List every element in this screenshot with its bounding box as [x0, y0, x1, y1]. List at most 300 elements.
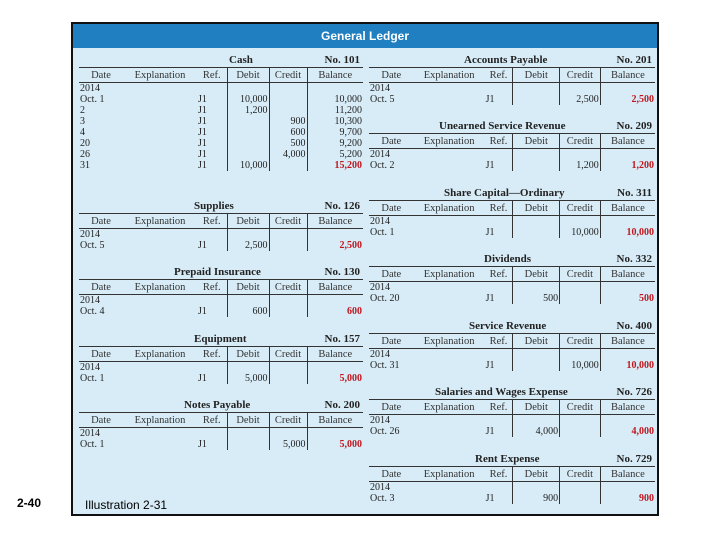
- cell-ref: J1: [485, 493, 495, 504]
- cell-date: 2014: [370, 482, 390, 493]
- cell-credit: [560, 493, 601, 504]
- cell-credit: [269, 160, 307, 171]
- cell-debit: 10,000: [227, 94, 269, 105]
- table-row: [79, 306, 363, 317]
- account-name: Salaries and Wages Expense: [435, 386, 568, 398]
- ledger-table: [369, 200, 655, 238]
- column-header-balance: Balance: [600, 134, 655, 149]
- column-header-date: Date: [79, 280, 123, 295]
- account-name: Rent Expense: [475, 453, 540, 465]
- column-header-balance: Balance: [307, 280, 363, 295]
- account-name: Dividends: [484, 253, 532, 265]
- column-header-balance: Balance: [600, 68, 655, 83]
- cell-debit: [513, 349, 560, 361]
- column-header-explanation: Explanation: [123, 413, 197, 428]
- ledger-account-rent-expense: [369, 453, 655, 504]
- cell-credit: 2,500: [560, 94, 601, 105]
- cell-credit: 5,000: [269, 439, 307, 450]
- account-number: No. 201: [616, 54, 652, 66]
- table-row: [79, 160, 363, 171]
- cell-debit: 2,500: [227, 240, 269, 251]
- table-row: [369, 493, 655, 504]
- table-row: [369, 160, 655, 171]
- table-row: [79, 295, 363, 307]
- column-header-date: Date: [79, 413, 123, 428]
- ledger-account-accounts-payable: [369, 54, 655, 105]
- cell-date: Oct. 1: [80, 94, 105, 105]
- column-header-balance: Balance: [307, 68, 363, 83]
- cell-debit: [513, 282, 560, 294]
- column-header-ref: Ref.: [485, 267, 513, 282]
- cell-explanation: [123, 306, 197, 317]
- column-header-credit: Credit: [560, 400, 601, 415]
- cell-ref: [485, 83, 513, 95]
- column-header-ref: Ref.: [197, 413, 227, 428]
- cell-debit: 4,000: [513, 426, 560, 437]
- column-header-explanation: Explanation: [414, 467, 485, 482]
- cell-debit: 5,000: [227, 373, 269, 384]
- cell-ref: [197, 362, 227, 374]
- cell-date: Oct. 1: [80, 439, 105, 450]
- account-number: No. 209: [616, 120, 652, 132]
- column-header-explanation: Explanation: [123, 68, 197, 83]
- cell-explanation: [123, 138, 197, 149]
- general-ledger-panel: [71, 22, 659, 516]
- cell-ref: J1: [198, 160, 207, 171]
- column-header-credit: Credit: [560, 201, 601, 216]
- cell-explanation: [414, 83, 485, 95]
- cell-explanation: [123, 149, 197, 160]
- cell-debit: [227, 439, 269, 450]
- cell-ref: [485, 216, 513, 228]
- ledger-header-row: [369, 334, 655, 349]
- cell-balance: [307, 229, 363, 241]
- ledger-header-row: [79, 347, 363, 362]
- cell-explanation: [123, 83, 197, 95]
- cell-credit: 900: [269, 116, 307, 127]
- cell-explanation: [123, 439, 197, 450]
- column-header-date: Date: [369, 400, 414, 415]
- cell-ref: J1: [485, 94, 495, 105]
- cell-credit: 10,000: [560, 360, 601, 371]
- table-row: [369, 482, 655, 494]
- column-header-debit: Debit: [513, 267, 560, 282]
- cell-credit: [560, 149, 601, 161]
- column-header-date: Date: [79, 68, 123, 83]
- cell-explanation: [123, 116, 197, 127]
- cell-balance: 10,000: [600, 360, 655, 371]
- column-header-ref: Ref.: [197, 68, 227, 83]
- ledger-header-row: [79, 68, 363, 83]
- ledger-table: [369, 133, 655, 171]
- column-header-ref: Ref.: [485, 334, 513, 349]
- cell-date: Oct. 1: [80, 373, 105, 384]
- column-header-explanation: Explanation: [123, 280, 197, 295]
- cell-debit: [513, 415, 560, 427]
- cell-balance: [307, 428, 363, 440]
- table-row: [369, 426, 655, 437]
- cell-credit: 1,200: [560, 160, 601, 171]
- cell-ref: [485, 282, 513, 294]
- cell-ref: J1: [485, 227, 495, 238]
- cell-ref: J1: [198, 94, 207, 105]
- cell-explanation: [123, 295, 197, 307]
- account-number: No. 311: [617, 187, 652, 199]
- cell-ref: J1: [198, 138, 207, 149]
- ledger-account-share-capital-ordinary: [369, 187, 655, 238]
- column-header-credit: Credit: [560, 467, 601, 482]
- account-name: Prepaid Insurance: [174, 266, 261, 278]
- column-header-ref: Ref.: [485, 201, 513, 216]
- cell-explanation: [414, 482, 485, 494]
- cell-ref: J1: [485, 360, 495, 371]
- ledger-header-row: [369, 134, 655, 149]
- account-name: Share Capital—Ordinary: [444, 187, 565, 199]
- cell-explanation: [414, 282, 485, 294]
- cell-balance: 9,700: [307, 127, 363, 138]
- cell-credit: 10,000: [560, 227, 601, 238]
- cell-balance: 2,500: [307, 240, 363, 251]
- column-header-credit: Credit: [269, 280, 307, 295]
- cell-credit: [269, 428, 307, 440]
- cell-balance: 5,200: [307, 149, 363, 160]
- table-row: [79, 83, 363, 95]
- column-header-ref: Ref.: [197, 347, 227, 362]
- cell-explanation: [123, 94, 197, 105]
- column-header-balance: Balance: [307, 347, 363, 362]
- ledger-table: [369, 266, 655, 304]
- cell-balance: [307, 295, 363, 307]
- cell-debit: [513, 149, 560, 161]
- cell-date: 20: [80, 138, 90, 149]
- cell-ref: J1: [198, 306, 207, 317]
- table-row: [79, 127, 363, 138]
- cell-explanation: [123, 160, 197, 171]
- table-row: [369, 83, 655, 95]
- ledger-account-prepaid-insurance: [79, 266, 363, 317]
- cell-balance: [307, 83, 363, 95]
- cell-date: 2014: [370, 149, 390, 160]
- cell-ref: [485, 482, 513, 494]
- cell-date: 31: [80, 160, 90, 171]
- column-header-ref: Ref.: [485, 68, 513, 83]
- column-header-debit: Debit: [227, 347, 269, 362]
- account-number: No. 126: [324, 200, 360, 212]
- cell-explanation: [123, 362, 197, 374]
- cell-explanation: [414, 160, 485, 171]
- table-row: [369, 149, 655, 161]
- cell-debit: [227, 149, 269, 160]
- cell-balance: 2,500: [600, 94, 655, 105]
- column-header-credit: Credit: [269, 68, 307, 83]
- cell-credit: 600: [269, 127, 307, 138]
- cell-date: 2014: [370, 83, 390, 94]
- cell-date: 2014: [80, 229, 100, 240]
- column-header-balance: Balance: [600, 267, 655, 282]
- cell-debit: [227, 83, 269, 95]
- column-header-debit: Debit: [513, 68, 560, 83]
- ledger-table: [369, 466, 655, 504]
- column-header-debit: Debit: [227, 280, 269, 295]
- cell-debit: [227, 362, 269, 374]
- column-header-credit: Credit: [269, 214, 307, 229]
- column-header-debit: Debit: [227, 68, 269, 83]
- table-row: [79, 240, 363, 251]
- table-row: [369, 360, 655, 371]
- cell-date: Oct. 5: [370, 94, 395, 105]
- cell-date: 4: [80, 127, 85, 138]
- column-header-date: Date: [369, 201, 414, 216]
- table-row: [369, 94, 655, 105]
- column-header-explanation: Explanation: [414, 334, 485, 349]
- cell-debit: [513, 216, 560, 228]
- column-header-balance: Balance: [600, 400, 655, 415]
- cell-balance: [600, 83, 655, 95]
- cell-credit: [269, 362, 307, 374]
- cell-debit: 500: [513, 293, 560, 304]
- cell-date: 2014: [370, 216, 390, 227]
- cell-balance: 4,000: [600, 426, 655, 437]
- column-header-date: Date: [369, 334, 414, 349]
- column-header-explanation: Explanation: [414, 134, 485, 149]
- table-row: [79, 373, 363, 384]
- cell-credit: 4,000: [269, 149, 307, 160]
- cell-debit: 600: [227, 306, 269, 317]
- cell-explanation: [414, 493, 485, 504]
- table-row: [79, 362, 363, 374]
- cell-debit: [513, 360, 560, 371]
- ledger-account-notes-payable: [79, 399, 363, 450]
- column-header-ref: Ref.: [485, 134, 513, 149]
- ledger-table: [79, 346, 363, 384]
- cell-debit: [513, 160, 560, 171]
- cell-ref: J1: [485, 293, 495, 304]
- cell-date: Oct. 4: [80, 306, 105, 317]
- cell-date: Oct. 20: [370, 293, 400, 304]
- cell-debit: 10,000: [227, 160, 269, 171]
- column-header-balance: Balance: [307, 214, 363, 229]
- cell-ref: [485, 149, 513, 161]
- cell-debit: [227, 116, 269, 127]
- cell-balance: [600, 482, 655, 494]
- cell-balance: [600, 149, 655, 161]
- cell-credit: [560, 426, 601, 437]
- column-header-balance: Balance: [600, 467, 655, 482]
- cell-balance: [307, 362, 363, 374]
- ledger-table: [369, 333, 655, 371]
- cell-ref: [197, 295, 227, 307]
- cell-balance: 9,200: [307, 138, 363, 149]
- cell-balance: 5,000: [307, 439, 363, 450]
- table-row: [369, 282, 655, 294]
- column-header-debit: Debit: [513, 201, 560, 216]
- cell-credit: [269, 229, 307, 241]
- table-row: [79, 105, 363, 116]
- ledger-table: [369, 67, 655, 105]
- cell-balance: 5,000: [307, 373, 363, 384]
- ledger-account-equipment: [79, 333, 363, 384]
- cell-date: Oct. 5: [80, 240, 105, 251]
- table-row: [79, 428, 363, 440]
- column-header-credit: Credit: [269, 347, 307, 362]
- cell-debit: 900: [513, 493, 560, 504]
- column-header-balance: Balance: [600, 201, 655, 216]
- cell-balance: [600, 349, 655, 361]
- cell-ref: J1: [198, 116, 207, 127]
- cell-balance: 15,200: [307, 160, 363, 171]
- ledger-account-supplies: [79, 200, 363, 251]
- ledger-account-dividends: [369, 253, 655, 304]
- illustration-caption: Illustration 2-31: [85, 498, 168, 512]
- table-row: [79, 149, 363, 160]
- column-header-credit: Credit: [560, 68, 601, 83]
- column-header-credit: Credit: [560, 134, 601, 149]
- cell-ref: J1: [198, 240, 207, 251]
- table-row: [79, 138, 363, 149]
- cell-date: 2014: [370, 349, 390, 360]
- cell-credit: [269, 83, 307, 95]
- cell-debit: [227, 138, 269, 149]
- account-number: No. 332: [616, 253, 652, 265]
- cell-ref: J1: [485, 160, 495, 171]
- cell-ref: J1: [485, 426, 495, 437]
- account-name: Supplies: [194, 200, 234, 212]
- cell-balance: [600, 216, 655, 228]
- account-number: No. 400: [616, 320, 652, 332]
- cell-explanation: [414, 227, 485, 238]
- table-row: [369, 227, 655, 238]
- table-row: [79, 439, 363, 450]
- table-row: [79, 94, 363, 105]
- cell-ref: [197, 229, 227, 241]
- cell-date: 2014: [80, 428, 100, 439]
- cell-debit: [513, 482, 560, 494]
- cell-credit: [560, 282, 601, 294]
- column-header-balance: Balance: [307, 413, 363, 428]
- column-header-debit: Debit: [227, 214, 269, 229]
- column-header-explanation: Explanation: [414, 400, 485, 415]
- cell-debit: [227, 229, 269, 241]
- account-name: Notes Payable: [184, 399, 251, 411]
- cell-credit: [269, 295, 307, 307]
- account-name: Equipment: [194, 333, 247, 345]
- cell-credit: [560, 415, 601, 427]
- cell-ref: [485, 415, 513, 427]
- table-row: [369, 216, 655, 228]
- cell-date: Oct. 2: [370, 160, 395, 171]
- table-row: [369, 349, 655, 361]
- account-number: No. 101: [324, 54, 360, 66]
- column-header-date: Date: [369, 267, 414, 282]
- cell-balance: 10,000: [307, 94, 363, 105]
- cell-explanation: [414, 415, 485, 427]
- cell-credit: [560, 482, 601, 494]
- cell-balance: [600, 282, 655, 294]
- column-header-explanation: Explanation: [414, 201, 485, 216]
- cell-explanation: [123, 105, 197, 116]
- cell-explanation: [123, 229, 197, 241]
- ledger-table: [79, 412, 363, 450]
- cell-date: 2014: [80, 362, 100, 373]
- cell-explanation: [414, 94, 485, 105]
- cell-credit: [560, 83, 601, 95]
- cell-credit: [560, 216, 601, 228]
- cell-date: 2014: [370, 415, 390, 426]
- cell-ref: [485, 349, 513, 361]
- cell-debit: [227, 428, 269, 440]
- cell-date: Oct. 3: [370, 493, 395, 504]
- cell-credit: [269, 94, 307, 105]
- cell-explanation: [414, 426, 485, 437]
- column-header-debit: Debit: [513, 334, 560, 349]
- column-header-debit: Debit: [513, 467, 560, 482]
- table-row: [369, 415, 655, 427]
- cell-date: 3: [80, 116, 85, 127]
- ledger-header-row: [79, 214, 363, 229]
- cell-date: 2: [80, 105, 85, 116]
- cell-balance: [600, 415, 655, 427]
- cell-balance: 1,200: [600, 160, 655, 171]
- cell-date: Oct. 31: [370, 360, 400, 371]
- cell-credit: [269, 306, 307, 317]
- ledger-table: [369, 399, 655, 437]
- cell-credit: 500: [269, 138, 307, 149]
- column-header-credit: Credit: [560, 267, 601, 282]
- cell-debit: 1,200: [227, 105, 269, 116]
- column-header-date: Date: [79, 214, 123, 229]
- cell-credit: [269, 373, 307, 384]
- column-header-debit: Debit: [227, 413, 269, 428]
- cell-credit: [269, 105, 307, 116]
- cell-ref: [197, 83, 227, 95]
- account-number: No. 200: [324, 399, 360, 411]
- table-row: [369, 293, 655, 304]
- cell-credit: [560, 293, 601, 304]
- cell-ref: [197, 428, 227, 440]
- cell-balance: 11,200: [307, 105, 363, 116]
- column-header-ref: Ref.: [197, 280, 227, 295]
- ledger-table: [79, 213, 363, 251]
- cell-explanation: [123, 127, 197, 138]
- table-row: [79, 229, 363, 241]
- column-header-ref: Ref.: [485, 400, 513, 415]
- ledger-header-row: [369, 201, 655, 216]
- ledger-account-salaries-and-wages-expense: [369, 386, 655, 437]
- cell-credit: [269, 240, 307, 251]
- column-header-explanation: Explanation: [123, 347, 197, 362]
- cell-debit: [227, 127, 269, 138]
- ledger-header-row: [369, 400, 655, 415]
- cell-balance: 600: [307, 306, 363, 317]
- cell-ref: J1: [198, 149, 207, 160]
- ledger-table: [79, 279, 363, 317]
- ledger-header-row: [79, 413, 363, 428]
- column-header-explanation: Explanation: [123, 214, 197, 229]
- cell-credit: [560, 349, 601, 361]
- ledger-table: [79, 67, 363, 171]
- cell-date: Oct. 1: [370, 227, 395, 238]
- cell-explanation: [414, 349, 485, 361]
- cell-explanation: [414, 216, 485, 228]
- column-header-date: Date: [369, 68, 414, 83]
- column-header-explanation: Explanation: [414, 68, 485, 83]
- ledger-header-row: [369, 68, 655, 83]
- cell-debit: [513, 83, 560, 95]
- cell-debit: [227, 295, 269, 307]
- column-header-date: Date: [79, 347, 123, 362]
- ledger-header-row: [79, 280, 363, 295]
- cell-explanation: [414, 360, 485, 371]
